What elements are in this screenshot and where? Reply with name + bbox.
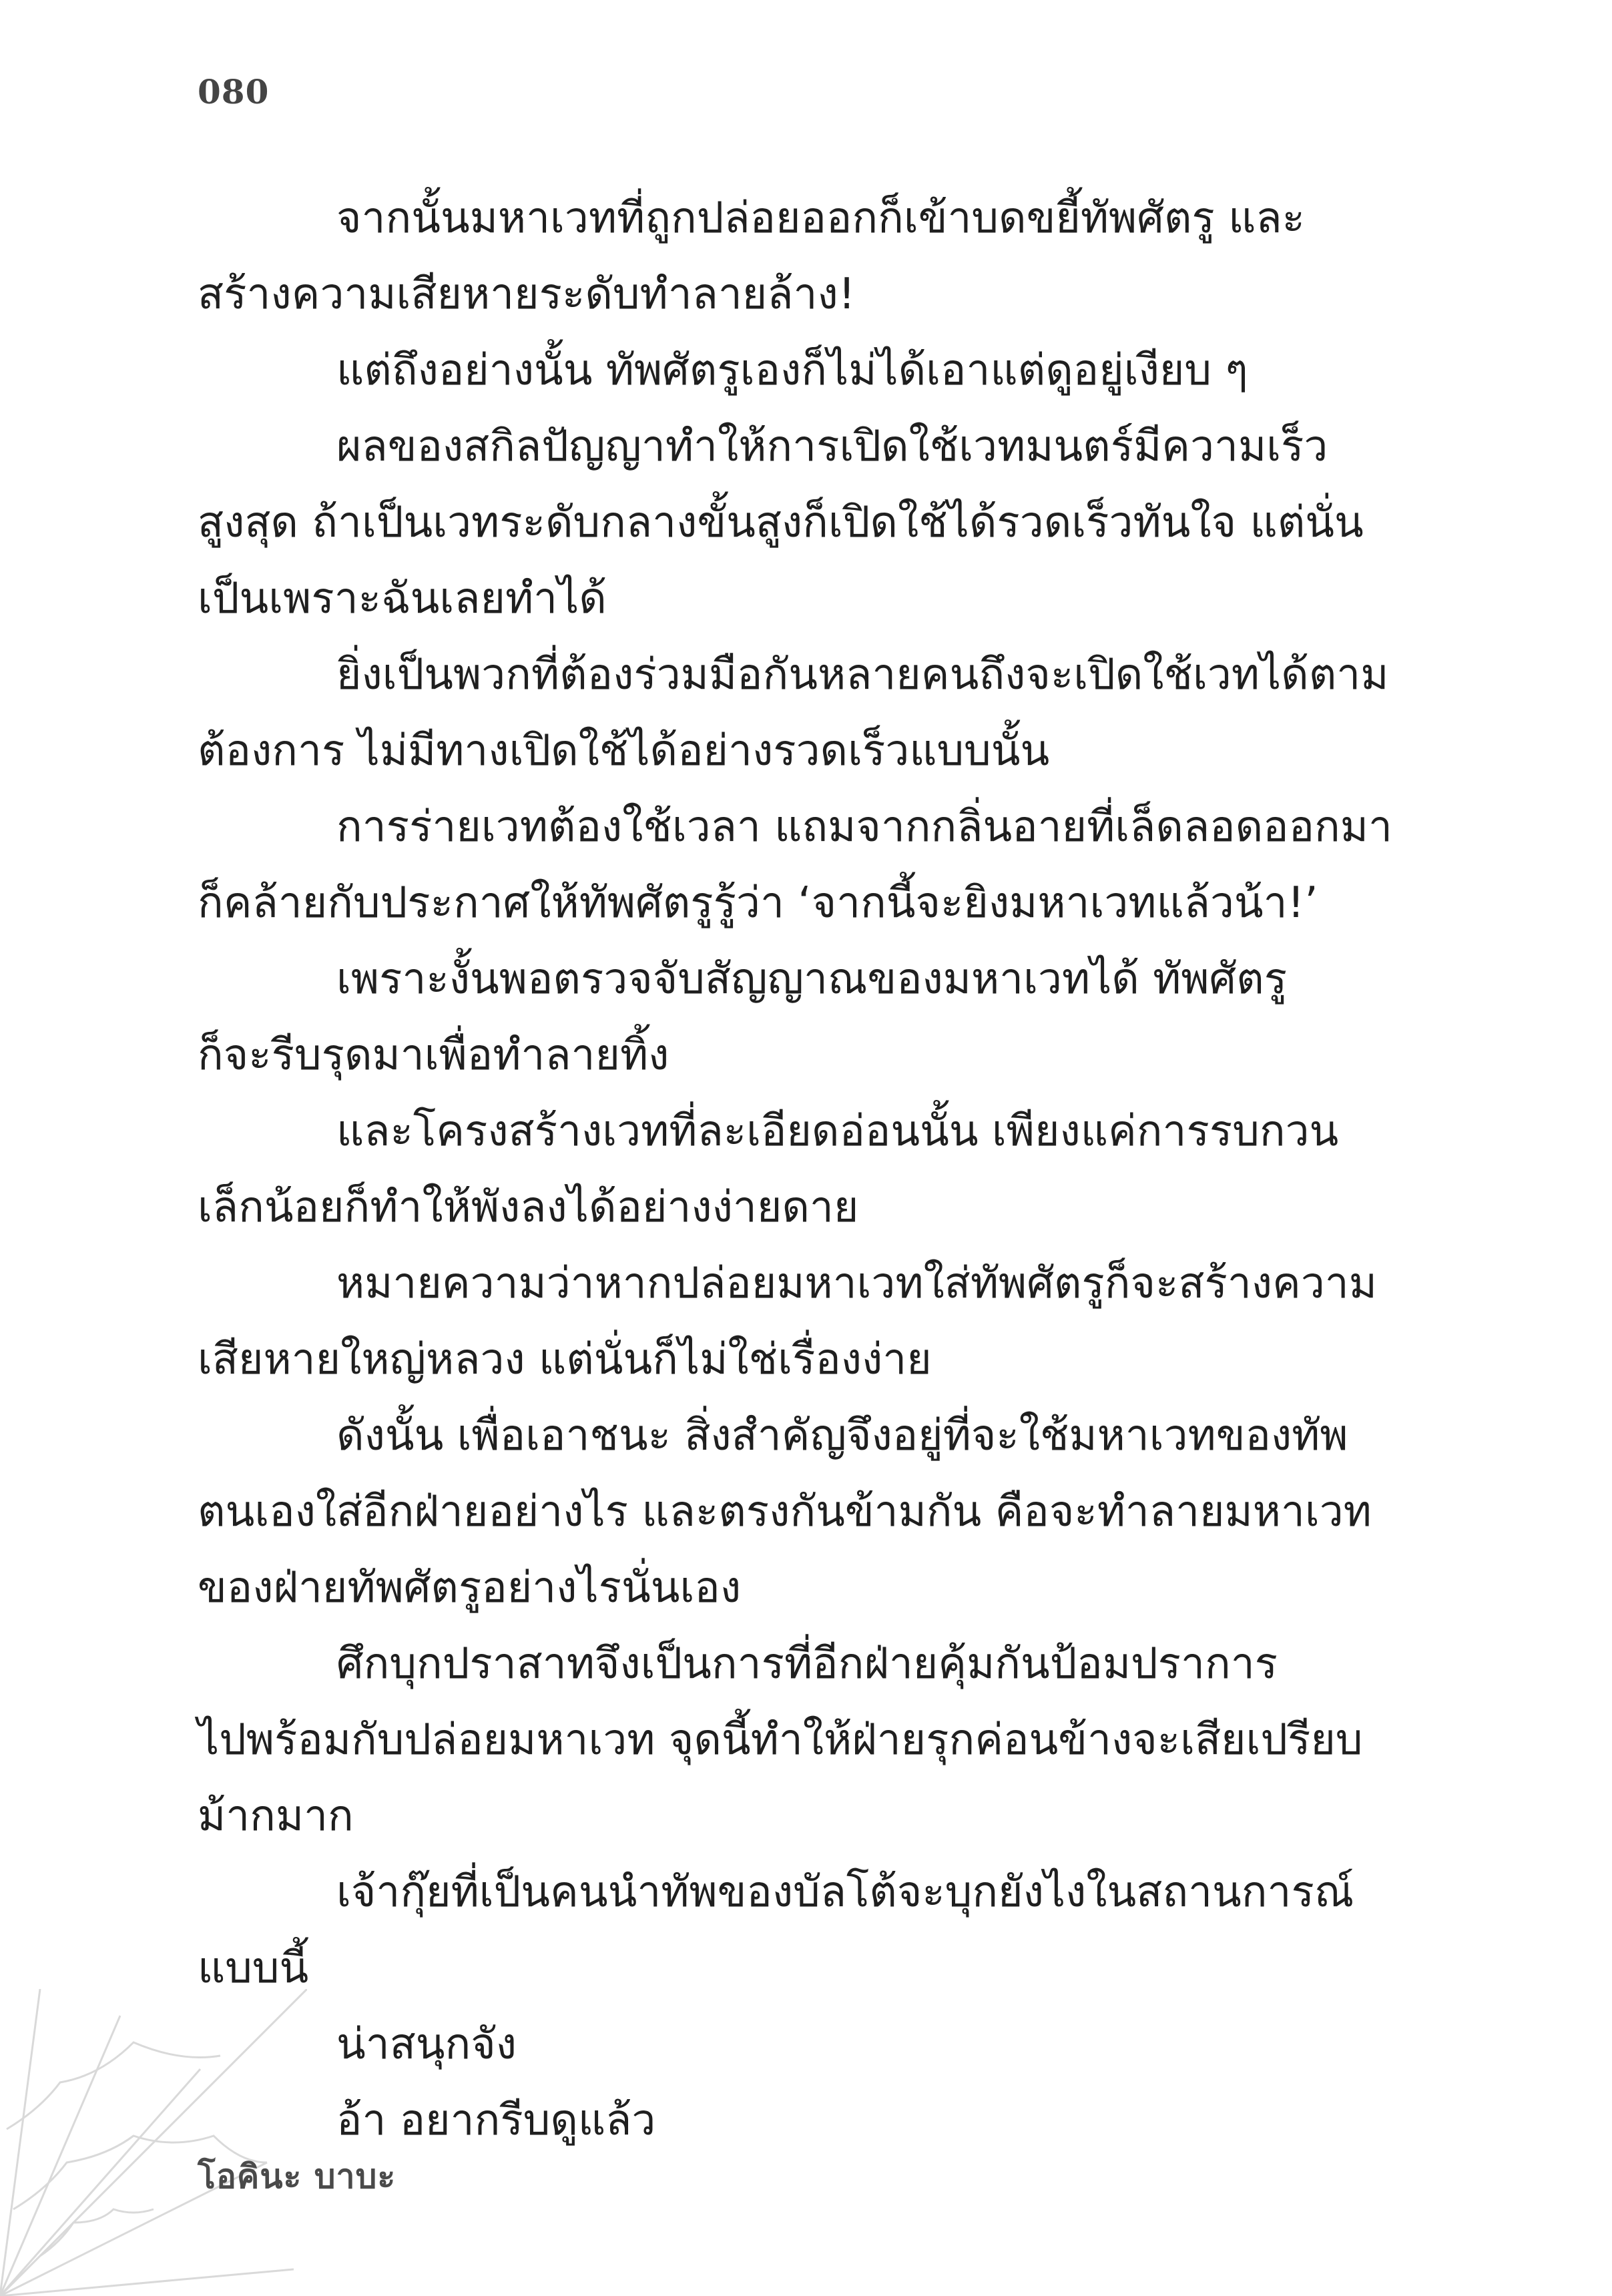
text-line: เล็กน้อยก็ทำให้พังลงได้อย่างง่ายดาย <box>198 1183 859 1232</box>
text-line: ไปพร้อมกับปล่อยมหาเวท จุดนี้ทำให้ฝ่ายรุกค่อนข้างจะเสียเปรียบ <box>198 1715 1363 1765</box>
text-line: ดังนั้น เพื่อเอาชนะ สิ่งสำคัญจึงอยู่ที่จะใช้มหาเวทของทัพ <box>336 1411 1348 1460</box>
text-line: ต้องการ ไม่มีทางเปิดใช้ได้อย่างรวดเร็วแบบนั้น <box>198 726 1050 776</box>
text-line: เจ้ากุ๊ยที่เป็นคนนำทัพของบัลโต้จะบุกยังไงในสถานการณ์ <box>336 1868 1354 1917</box>
text-line: ก็จะรีบรุดมาเพื่อทำลายทิ้ง <box>198 1031 669 1080</box>
page-number: 080 <box>198 72 270 111</box>
spider-web-icon <box>0 1989 307 2296</box>
text-line: แต่ถึงอย่างนั้น ทัพศัตรูเองก็ไม่ได้เอาแต่ดูอยู่เงียบ ๆ <box>336 346 1248 395</box>
text-line: น่าสนุกจัง <box>336 2020 517 2069</box>
text-line: สร้างความเสียหายระดับทำลายล้าง! <box>198 270 856 319</box>
text-line: ม้ากมาก <box>198 1791 354 1841</box>
text-line: ยิ่งเป็นพวกที่ต้องร่วมมือกันหลายคนถึงจะเปิดใช้เวทได้ตาม <box>336 650 1389 699</box>
text-line: ผลของสกิลปัญญาทำให้การเปิดใช้เวทมนตร์มีความเร็ว <box>336 422 1328 471</box>
text-line: หมายความว่าหากปล่อยมหาเวทใส่ทัพศัตรูก็จะสร้างความ <box>336 1259 1377 1308</box>
text-line: จากนั้นมหาเวทที่ถูกปล่อยออกก็เข้าบดขยี้ทัพศัตรู และ <box>336 194 1305 243</box>
text-line: เพราะงั้นพอตรวจจับสัญญาณของมหาเวทได้ ทัพศัตรู <box>336 954 1288 1004</box>
text-line: แบบนี้ <box>198 1944 309 1993</box>
text-line: ตนเองใส่อีกฝ่ายอย่างไร และตรงกันข้ามกัน คือจะทำลายมหาเวท <box>198 1487 1372 1536</box>
author-name: โอคินะ บาบะ <box>198 2157 396 2196</box>
text-line: ก็คล้ายกับประกาศให้ทัพศัตรูรู้ว่า ‘จากนี้จะยิงมหาเวทแล้วน้า!’ <box>198 878 1318 928</box>
text-line: เป็นเพราะฉันเลยทำได้ <box>198 574 607 623</box>
text-line: ศึกบุกปราสาทจึงเป็นการที่อีกฝ่ายคุ้มกันป้อมปราการ <box>336 1639 1278 1689</box>
text-line: และโครงสร้างเวทที่ละเอียดอ่อนนั้น เพียงแค่การรบกวน <box>336 1107 1339 1156</box>
text-line: ของฝ่ายทัพศัตรูอย่างไรนั่นเอง <box>198 1563 742 1613</box>
body-text <box>198 180 1409 2159</box>
text-line: การร่ายเวทต้องใช้เวลา แถมจากกลิ่นอายที่เล็ดลอดออกมา <box>336 802 1392 852</box>
text-line: สูงสุด ถ้าเป็นเวทระดับกลางขั้นสูงก็เปิดใช้ได้รวดเร็วทันใจ แต่นั่น <box>198 498 1364 547</box>
text-line: อ้า อยากรีบดูแล้ว <box>336 2096 656 2145</box>
text-line: เสียหายใหญ่หลวง แต่นั่นก็ไม่ใช่เรื่องง่าย <box>198 1335 932 1384</box>
